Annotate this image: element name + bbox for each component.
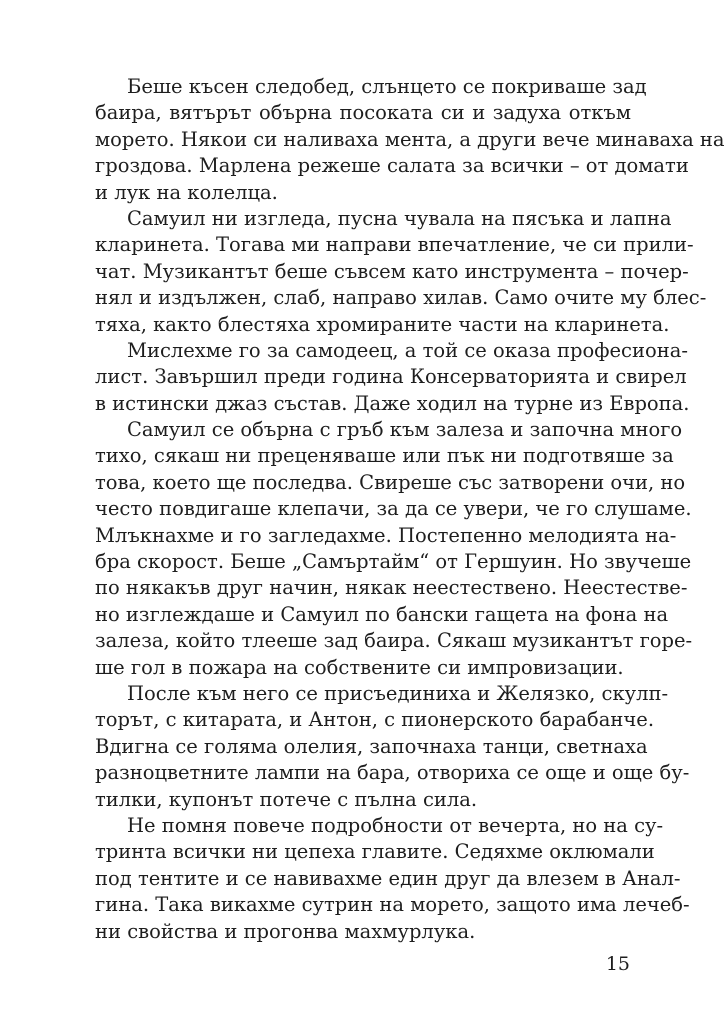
text-line: Беше късен следобед, слънцето се покриваше зад bbox=[127, 75, 647, 98]
text-line: Самуил се обърна с гръб към залеза и започна много bbox=[127, 418, 683, 442]
text-line: под тентите и се навивахме един друг да влезем в Анал- bbox=[95, 866, 681, 890]
text-line: гроздова. Марлена режеше салата за всички – от домати bbox=[95, 154, 689, 178]
text-line: тихо, сякаш ни преценяваше или пък ни подготвяше за bbox=[95, 444, 674, 468]
text-line: Вдигна се голяма олелия, започнаха танци, светнаха bbox=[95, 734, 648, 758]
text-line: ни свойства и прогонва махмурлука. bbox=[95, 919, 476, 943]
text-line: гина. Така викахме сутрин на морето, защото има лечеб- bbox=[95, 893, 690, 917]
body-text bbox=[95, 74, 725, 945]
page-number: 15 bbox=[605, 953, 630, 975]
text-line: Не помня повече подробности от вечерта, но на су- bbox=[127, 813, 664, 837]
text-line: тринта всички ни цепеха главите. Седяхме оклюмали bbox=[95, 840, 655, 864]
text-line: кларинета. Тогава ми направи впечатление, че си прили- bbox=[95, 233, 694, 257]
text-line: чат. Музикантът беше съвсем като инструмента – почер- bbox=[95, 259, 689, 283]
text-line: нял и издължен, слаб, направо хилав. Само очите му блес- bbox=[95, 286, 707, 310]
text-line: Мислехме го за самодеец, а той се оказа професиона- bbox=[127, 338, 688, 362]
text-line: морето. Някои си наливаха мента, а други вече минаваха на bbox=[95, 127, 725, 151]
paragraph-3 bbox=[95, 338, 690, 417]
text-line: Млъкнахме и го загледахме. Постепенно мелодията на- bbox=[95, 523, 677, 547]
text-line: После към него се присъединиха и Желязко, скулп- bbox=[127, 681, 669, 705]
paragraph-5 bbox=[95, 681, 690, 813]
paragraph-1 bbox=[95, 74, 725, 206]
text-line: в истински джаз състав. Даже ходил на турне из Европа. bbox=[95, 391, 690, 415]
text-line: по някакъв друг начин, някак неестествено. Неестестве- bbox=[95, 576, 688, 600]
text-line: това, което ще последва. Свиреше със затворени очи, но bbox=[95, 470, 686, 494]
text-line: залеза, който тлееше зад баира. Сякаш музикантът горе- bbox=[95, 629, 693, 653]
text-line: тилки, купонът потече с пълна сила. bbox=[95, 787, 478, 811]
text-line: Самуил ни изгледа, пусна чувала на пясъка и лапна bbox=[127, 206, 672, 230]
text-line: и лук на колелца. bbox=[95, 180, 278, 204]
text-line: торът, с китарата, и Антон, с пионерското барабанче. bbox=[95, 708, 655, 732]
text-line: но изглеждаше и Самуил по бански гащета на фона на bbox=[95, 602, 669, 626]
paragraph-2 bbox=[95, 206, 707, 338]
text-line: ше гол в пожара на собствените си импровизации. bbox=[95, 655, 624, 679]
paragraph-6 bbox=[95, 813, 690, 945]
text-line: тяха, както блестяха хромираните части на кларинета. bbox=[95, 312, 670, 336]
text-line: бра скорост. Беше „Самъртайм“ от Гершуин. Но звучеше bbox=[95, 550, 692, 574]
text-line: лист. Завършил преди година Консерваторията и свирел bbox=[95, 365, 687, 389]
paragraph-4 bbox=[95, 417, 693, 681]
text-line: често повдигаше клепачи, за да се увери, че го слушаме. bbox=[95, 497, 692, 521]
text-line: разноцветните лампи на бара, отвориха се още и още бу- bbox=[95, 761, 690, 785]
text-line: баира, вятърът обърна посоката си и задуха откъм bbox=[95, 101, 631, 125]
